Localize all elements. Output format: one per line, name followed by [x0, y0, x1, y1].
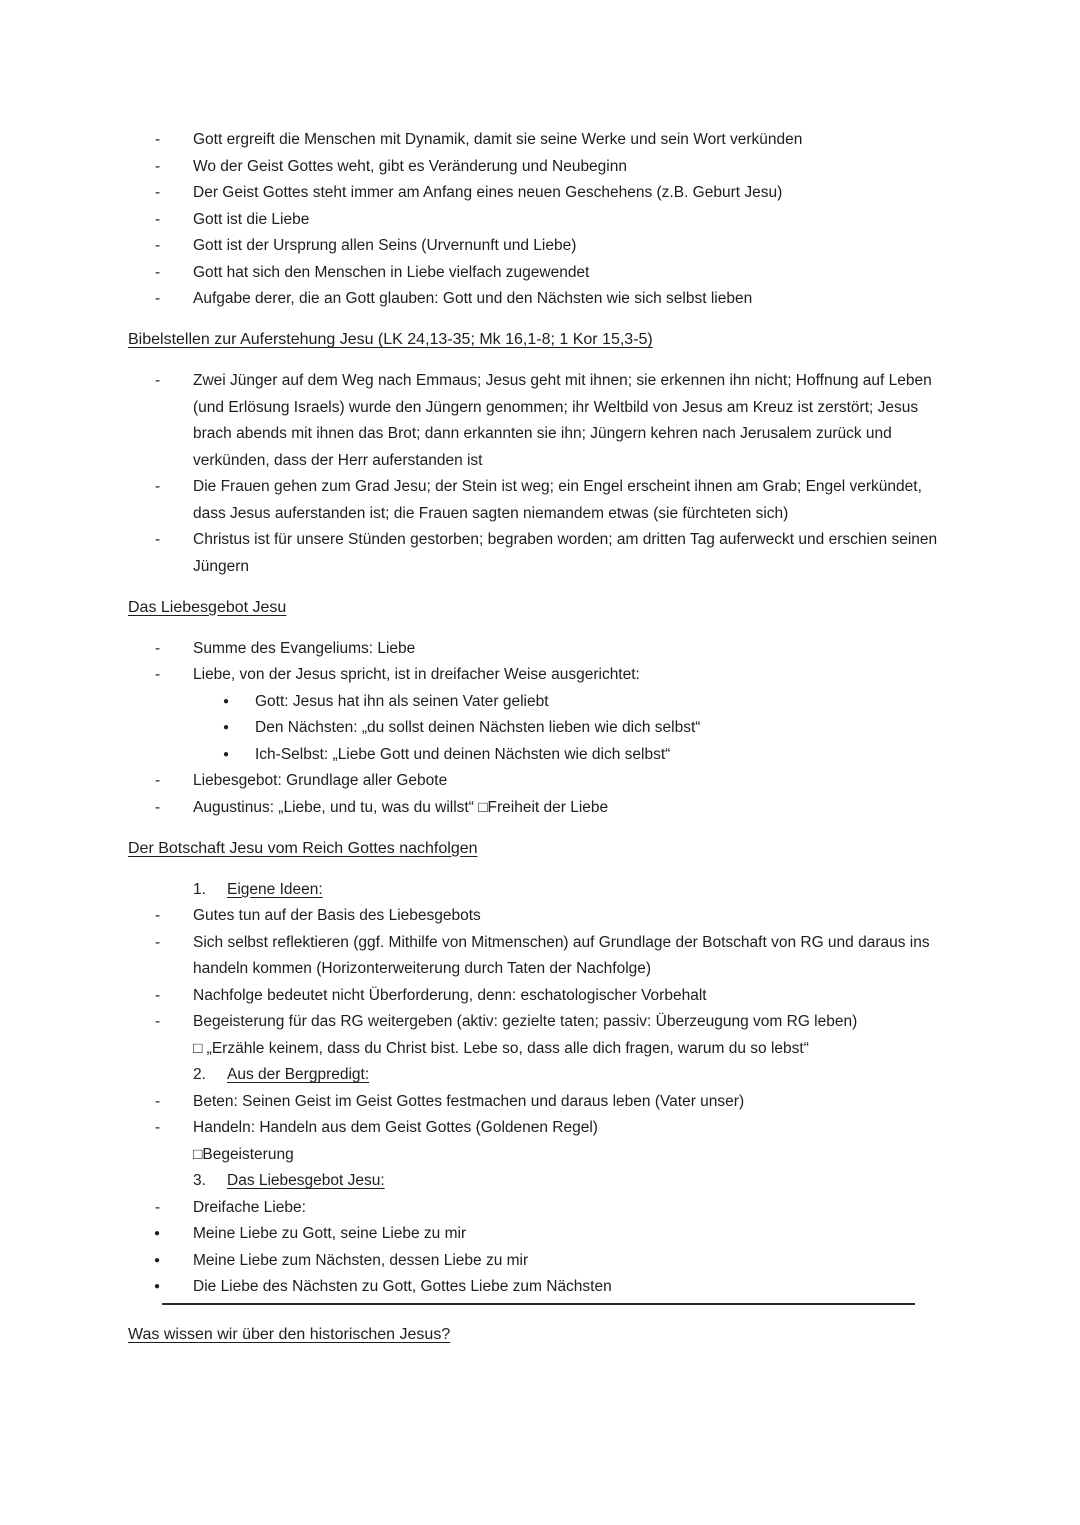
list-item: [128, 233, 945, 260]
dash-bullet-icon: -: [155, 1092, 161, 1110]
dash-bullet-icon: -: [155, 1013, 161, 1030]
list-item: [128, 154, 945, 181]
list-block: [128, 636, 945, 822]
list-item-text: Meine Liebe zu Gott, seine Liebe zu mir: [193, 1225, 467, 1242]
list-item-text: Gott ergreift die Menschen mit Dynamik, damit sie seine Werke und sein Wort verkünden: [193, 131, 803, 148]
list-item: [128, 662, 945, 689]
list-item: [128, 1248, 945, 1275]
dash-bullet-icon: -: [155, 798, 161, 816]
list-item: [128, 207, 945, 234]
list-item: [128, 1142, 945, 1169]
bullet-icon: ●: [223, 748, 230, 760]
section-heading: Das Liebesgebot Jesu: [128, 598, 287, 616]
bullet-icon: ●: [154, 1254, 161, 1266]
list-item-text: Summe des Evangeliums: Liebe: [193, 639, 416, 657]
list-item-text: Christus ist für unsere Stünden gestorben; begraben worden; am dritten Tag auferweckt und erschien seinen Jüngern: [193, 531, 938, 575]
list-item-text: Gott ist der Ursprung allen Seins (Urvernunft und Liebe): [193, 237, 577, 254]
dash-bullet-icon: -: [155, 157, 161, 175]
list-item-text: Handeln: Handeln aus dem Geist Gottes (Goldenen Regel): [193, 1119, 598, 1136]
list-item: [128, 715, 945, 742]
list-item-text: Nachfolge bedeutet nicht Überforderung, denn: eschatologischer Vorbehalt: [193, 986, 707, 1004]
list-item-text: Begeisterung für das RG weitergeben (aktiv: gezielte taten; passiv: Überzeugung vom RG leben): [193, 1013, 858, 1030]
list-item-text: Die Frauen gehen zum Grad Jesu; der Stein ist weg; ein Engel erscheint ihnen am Grab; Engel verkündet, dass Jesus auferstanden ist; die Frauen sagten niemandem etwas (sie fürchteten sich): [193, 478, 922, 522]
item-number: 3.: [193, 1172, 206, 1189]
list-item: [128, 368, 945, 474]
document-content: [128, 127, 945, 1348]
list-item-text: Liebe, von der Jesus spricht, ist in dreifacher Weise ausgerichtet:: [193, 666, 640, 683]
list-item: [128, 180, 945, 207]
list-item-text: Das Liebesgebot Jesu:: [227, 1172, 385, 1189]
list-item: [128, 689, 945, 716]
dash-bullet-icon: -: [155, 933, 161, 951]
list-item: [128, 877, 945, 904]
list-item-text: Sich selbst reflektieren (ggf. Mithilfe von Mitmenschen) auf Grundlage der Botschaft von RG und daraus ins handeln kommen (Horizonterweiterung durch Taten der Nachfolge): [193, 933, 930, 977]
dash-bullet-icon: -: [155, 184, 161, 201]
list-item-text: Dreifache Liebe:: [193, 1198, 306, 1216]
list-item: [128, 903, 945, 930]
list-item: [128, 930, 945, 983]
list-item: [128, 1115, 945, 1142]
list-item-text: Aufgabe derer, die an Gott glauben: Gott und den Nächsten wie sich selbst lieben: [193, 290, 753, 307]
list-item: [128, 768, 945, 795]
list-item: [128, 1009, 945, 1036]
list-item-text: Den Nächsten: „du sollst deinen Nächsten lieben wie dich selbst“: [255, 719, 701, 736]
dash-bullet-icon: -: [155, 907, 161, 924]
list-block: [128, 127, 945, 313]
list-item: [128, 527, 945, 580]
list-item: [128, 1168, 945, 1195]
list-item-text: Eigene Ideen:: [227, 880, 323, 898]
list-item-text: Gott: Jesus hat ihn als seinen Vater geliebt: [255, 692, 549, 710]
bullet-icon: ●: [223, 722, 230, 733]
list-item: [128, 127, 945, 154]
dash-bullet-icon: -: [155, 372, 161, 389]
list-item: [128, 636, 945, 663]
list-item: [128, 742, 945, 769]
list-item: [128, 1062, 945, 1089]
list-item-text: Der Geist Gottes steht immer am Anfang eines neuen Geschehens (z.B. Geburt Jesu): [193, 184, 783, 201]
list-item: [128, 1221, 945, 1248]
list-item: [128, 474, 945, 527]
item-number: 2.: [193, 1066, 206, 1083]
list-item-text: Beten: Seinen Geist im Geist Gottes festmachen und daraus leben (Vater unser): [193, 1092, 745, 1110]
dash-bullet-icon: -: [155, 478, 161, 495]
list-item-text: □Begeisterung: [193, 1145, 294, 1163]
list-item-text: Liebesgebot: Grundlage aller Gebote: [193, 772, 448, 789]
list-item-text: Gutes tun auf der Basis des Liebesgebots: [193, 907, 481, 924]
list-item-text: Zwei Jünger auf dem Weg nach Emmaus; Jesus geht mit ihnen; sie erkennen ihn nicht; Hoffnung auf Leben (und Erlösung Israels) wurde den Jüngern genommen; ihr Weltbild von Jesus am Kreuz ist zerstört; Jesus brach abends mit ihnen das Brot; dann erkannten sie ihn; Jüngern kehren nach Jerusalem zurück und verkünden, dass der Herr auferstanden ist: [193, 372, 932, 469]
list-block: [128, 368, 945, 580]
list-item-text: Gott hat sich den Menschen in Liebe vielfach zugewendet: [193, 263, 590, 281]
section-heading: Was wissen wir über den historischen Jesus?: [128, 1325, 451, 1343]
section-divider: [162, 1303, 915, 1305]
dash-bullet-icon: -: [155, 131, 161, 148]
list-item: [128, 1195, 945, 1222]
dash-bullet-icon: -: [155, 263, 161, 281]
dash-bullet-icon: -: [155, 639, 161, 657]
list-item-text: Ich-Selbst: „Liebe Gott und deinen Nächsten wie dich selbst“: [255, 745, 671, 763]
list-item: [128, 1274, 945, 1301]
dash-bullet-icon: -: [155, 210, 161, 228]
bullet-icon: ●: [154, 1228, 161, 1239]
list-item: [128, 1089, 945, 1116]
list-item: [128, 286, 945, 313]
list-item-text: Aus der Bergpredigt:: [227, 1066, 370, 1083]
dash-bullet-icon: -: [155, 531, 161, 548]
item-number: 1.: [193, 880, 206, 898]
dash-bullet-icon: -: [155, 237, 161, 254]
list-item: [128, 260, 945, 287]
dash-bullet-icon: -: [155, 986, 161, 1004]
list-item-text: Die Liebe des Nächsten zu Gott, Gottes Liebe zum Nächsten: [193, 1278, 612, 1295]
dash-bullet-icon: -: [155, 290, 161, 307]
list-item-text: Gott ist die Liebe: [193, 210, 310, 228]
section-heading: Bibelstellen zur Auferstehung Jesu (LK 24,13-35; Mk 16,1-8; 1 Kor 15,3-5): [128, 331, 653, 348]
list-item-text: Meine Liebe zum Nächsten, dessen Liebe zu mir: [193, 1251, 529, 1269]
bullet-icon: ●: [223, 695, 230, 707]
dash-bullet-icon: -: [155, 772, 161, 789]
list-item-text: Wo der Geist Gottes weht, gibt es Veränderung und Neubeginn: [193, 157, 627, 175]
dash-bullet-icon: -: [155, 1198, 161, 1216]
list-block: [128, 877, 945, 1301]
list-item: [128, 795, 945, 822]
dash-bullet-icon: -: [155, 666, 161, 683]
list-item-text: □ „Erzähle keinem, dass du Christ bist. Lebe so, dass alle dich fragen, warum du so lebst“: [193, 1039, 809, 1057]
list-item: [128, 1036, 945, 1063]
list-item: [128, 983, 945, 1010]
dash-bullet-icon: -: [155, 1119, 161, 1136]
list-item-text: Augustinus: „Liebe, und tu, was du willst“ □Freiheit der Liebe: [193, 798, 609, 816]
bullet-icon: ●: [154, 1281, 161, 1292]
section-heading: Der Botschaft Jesu vom Reich Gottes nachfolgen: [128, 839, 478, 857]
